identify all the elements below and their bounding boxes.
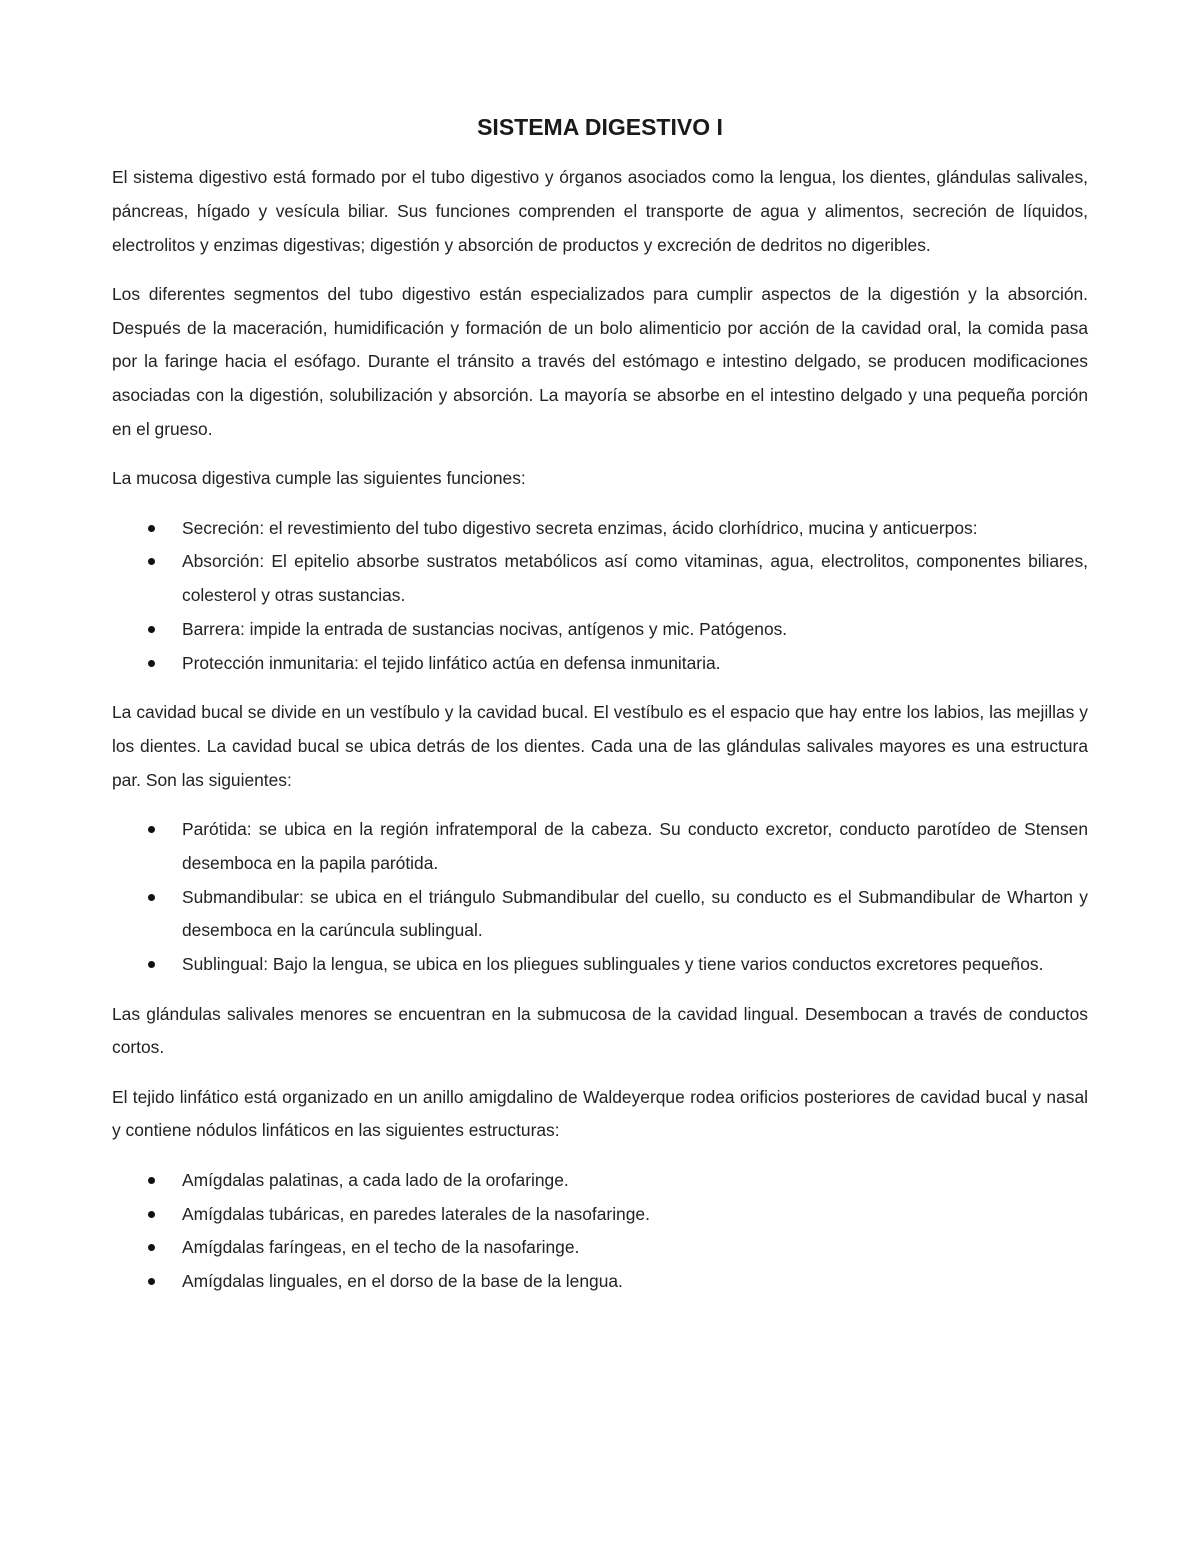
- list-item-text: Sublingual: Bajo la lengua, se ubica en los pliegues sublinguales y tiene varios conductos excretores pequeños.: [182, 954, 1044, 975]
- bullet-icon: [148, 525, 155, 532]
- bullet-icon: [148, 558, 155, 565]
- list-item: [182, 813, 1088, 881]
- list-item: [182, 1198, 1088, 1232]
- list-item-text: Amígdalas linguales, en el dorso de la base de la lengua.: [182, 1271, 623, 1292]
- bullet-icon: [148, 826, 155, 833]
- bullet-icon: [148, 961, 155, 968]
- list-item: [182, 613, 1088, 647]
- list-item-text: Submandibular: se ubica en el triángulo Submandibular del cuello, su conducto es el Submandibular de Wharton y desemboca en la carúncula sublingual.: [182, 886, 1088, 941]
- paragraph-lymphatic: El tejido linfático está organizado en un anillo amigdalino de Waldeyerque rodea orificios posteriores de cavidad bucal y nasal y contiene nódulos linfáticos en las siguientes estructuras:: [112, 1086, 1088, 1141]
- list-item-text: Protección inmunitaria: el tejido linfático actúa en defensa inmunitaria.: [182, 652, 721, 673]
- list-item: [182, 512, 1088, 546]
- paragraph-minor-glands: Las glándulas salivales menores se encuentran en la submucosa de la cavidad lingual. Desembocan a través de conductos cortos.: [112, 1003, 1088, 1058]
- paragraph-intro: El sistema digestivo está formado por el tubo digestivo y órganos asociados como la lengua, los dientes, glándulas salivales, páncreas, hígado y vesícula biliar. Sus funciones comprenden el transporte de agua y alimentos, secreción de líquidos, electrolitos y enzimas digestivas; digestión y absorción de productos y excreción de dedritos no digeribles.: [112, 167, 1088, 255]
- paragraph-segments: Los diferentes segmentos del tubo digestivo están especializados para cumplir aspectos de la digestión y la absorción. Después de la maceración, humidificación y formación de un bolo alimenticio por acción de la cavidad oral, la comida pasa por la faringe hacia el esófago. Durante el tránsito a través del estómago e intestino delgado, se producen modificaciones asociadas con la digestión, solubilización y absorción. La mayoría se absorbe en el intestino delgado y una pequeña porción en el grueso.: [112, 283, 1088, 440]
- bullet-icon: [148, 894, 155, 901]
- list-item: [182, 881, 1088, 949]
- list-item-text: Barrera: impide la entrada de sustancias nocivas, antígenos y mic. Patógenos.: [182, 619, 788, 640]
- list-item: [182, 647, 1088, 681]
- list-item-text: Absorción: El epitelio absorbe sustratos metabólicos así como vitaminas, agua, electrolitos, componentes biliares, colesterol y otras sustancias.: [182, 551, 1088, 606]
- bullet-icon: [148, 660, 155, 667]
- paragraph-mucosa-intro: La mucosa digestiva cumple las siguientes funciones:: [112, 468, 526, 489]
- bullet-icon: [148, 626, 155, 633]
- paragraph-cavidad-bucal: La cavidad bucal se divide en un vestíbulo y la cavidad bucal. El vestíbulo es el espacio que hay entre los labios, las mejillas y los dientes. La cavidad bucal se ubica detrás de los dientes. Cada una de las glándulas salivales mayores es una estructura par. Son las siguientes:: [112, 702, 1088, 790]
- list-item-text: Amígdalas palatinas, a cada lado de la orofaringe.: [182, 1169, 569, 1190]
- list-salivary-glands: [112, 813, 1088, 982]
- bullet-icon: [148, 1278, 155, 1285]
- list-item-text: Amígdalas faríngeas, en el techo de la nasofaringe.: [182, 1237, 580, 1258]
- list-item: [182, 1265, 1088, 1299]
- list-mucosa-functions: [112, 512, 1088, 681]
- list-item-text: Amígdalas tubáricas, en paredes laterales de la nasofaringe.: [182, 1203, 650, 1224]
- bullet-icon: [148, 1177, 155, 1184]
- bullet-icon: [148, 1211, 155, 1218]
- list-item-text: Parótida: se ubica en la región infratemporal de la cabeza. Su conducto excretor, conducto parotídeo de Stensen desemboca en la papila parótida.: [182, 819, 1088, 873]
- list-item-text: Secreción: el revestimiento del tubo digestivo secreta enzimas, ácido clorhídrico, mucina y anticuerpos:: [182, 517, 978, 538]
- list-item: [182, 1164, 1088, 1198]
- list-item: [182, 948, 1088, 982]
- list-item: [182, 545, 1088, 613]
- list-item: [182, 1231, 1088, 1265]
- list-tonsils: [112, 1164, 1088, 1299]
- bullet-icon: [148, 1244, 155, 1251]
- document-title: SISTEMA DIGESTIVO I: [477, 114, 723, 140]
